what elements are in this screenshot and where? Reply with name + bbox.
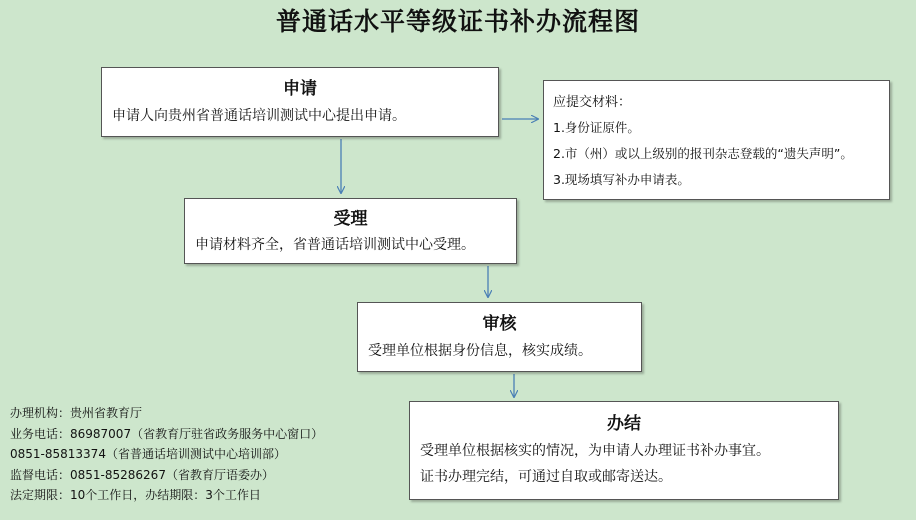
materials-item-3: 3.现场填写补办申请表。: [553, 172, 690, 187]
step-complete-title: 办结: [607, 414, 641, 434]
step-accept-text: 申请材料齐全，省普通话培训测试中心受理。: [195, 237, 475, 253]
step-accept-title: 受理: [333, 209, 368, 229]
step-complete-text-2: 证书办理完结，可通过自取或邮寄送达。: [420, 469, 672, 485]
step-complete-text-1: 受理单位根据核实的情况，为申请人办理证书补办事宜。: [420, 443, 770, 459]
note-agency: 办理机构：贵州省教育厅: [10, 406, 143, 420]
page-title: 普通话水平等级证书补办流程图: [275, 7, 640, 36]
step-apply-box: [101, 67, 499, 137]
note-training-phone: 0851-85813374（省普通话培训测试中心培训部）: [10, 447, 286, 461]
step-accept-box: [184, 198, 517, 264]
materials-title: 应提交材料：: [553, 95, 632, 110]
step-review-title: 审核: [482, 314, 517, 334]
step-apply-title: 申请: [283, 79, 317, 99]
materials-item-2: 2.市（州）或以上级别的报刊杂志登载的“遗失声明”。: [553, 146, 853, 161]
step-apply-text: 申请人向贵州省普通话培训测试中心提出申请。: [112, 108, 406, 124]
step-complete-box: [409, 401, 839, 500]
note-business-phone: 业务电话：86987007（省教育厅驻省政务服务中心窗口）: [10, 426, 324, 441]
note-time-limit: 法定期限：10个工作日，办结期限：3个工作日: [10, 488, 261, 502]
note-supervision-phone: 监督电话：0851-85286267（省教育厅语委办）: [10, 467, 274, 482]
materials-item-1: 1.身份证原件。: [553, 120, 640, 135]
contact-notes: [10, 403, 323, 506]
step-review-text: 受理单位根据身份信息，核实成绩。: [368, 343, 592, 359]
step-review-box: [357, 302, 642, 372]
materials-box: [543, 80, 890, 200]
